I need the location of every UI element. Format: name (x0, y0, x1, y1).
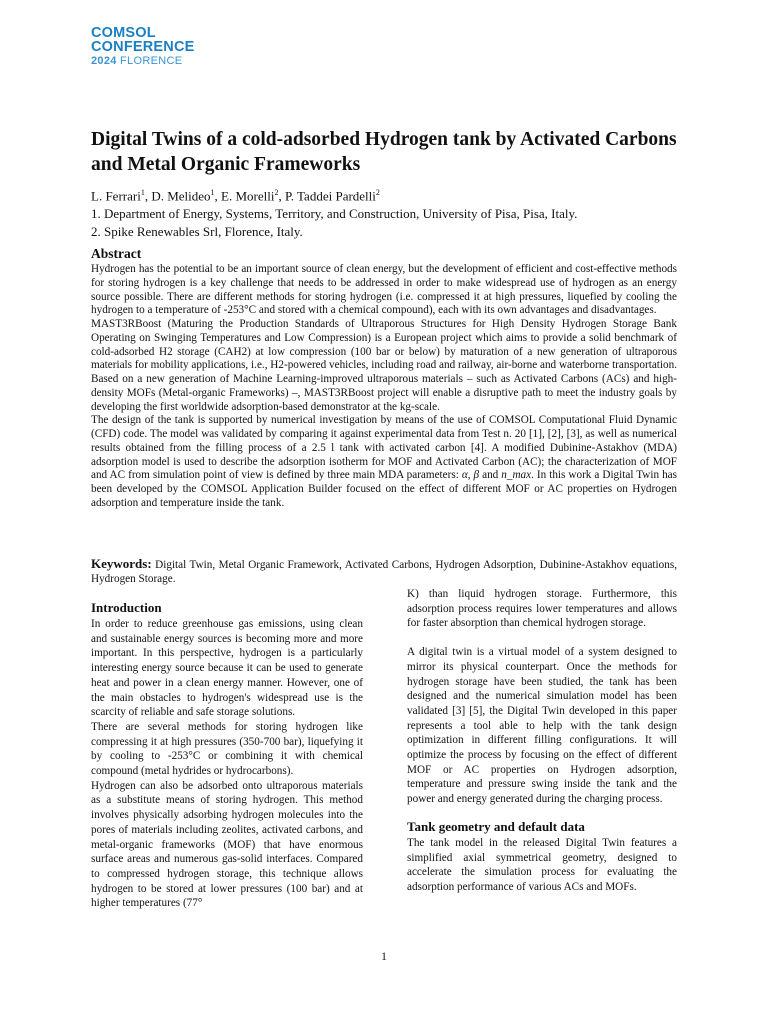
abstract-p3-and: and (479, 469, 502, 482)
introduction-heading: Introduction (91, 600, 162, 615)
author-4: , P. Taddei Pardelli (278, 188, 376, 204)
abstract-p3-text: The design of the tank is supported by numerical investigation by means of the use of COMSOL Computational Fluid Dynamic (CFD) code. The model was validated by comparing it against experimental data from Test n. 20 [1], [2], [3], as well as numerical results obtained from the filling process of a 2.5 l tank with activated carbon [4]. A modified Dubinine-Astakhov (MDA) adsorption model is used to describe the adsorption isotherm for MOF and Activated Carbon (AC); the characterization of MOF and AC from simulation point of view is defined by three main MDA parameters: (91, 414, 677, 482)
logo-year: 2024 (91, 55, 117, 67)
tank-geometry-heading: Tank geometry and default data (407, 818, 585, 834)
author-list (91, 184, 577, 205)
left-column (91, 600, 363, 911)
logo-line-comsol: COMSOL (91, 25, 156, 41)
author-2-affil: 1 (210, 188, 215, 197)
abstract-paragraph-2: MAST3RBoost (Maturing the Production Standards of Ultraporous Structures for High Density Hydrogen Storage Bank Operating on Swinging Temperatures and Low Compression) is a European project which aims to provide a solid benchmark of cold-adsorbed H2 storage (CAH2) at low compression (100 bar or below) by maturation of a new generation of ultraporous materials for mobility applications, i.e., H2-powered vehicles, including road and railway, air-borne and waterborne transportation. Based on a new generation of Machine Learning-improved ultraporous materials – such as Activated Carbons (ACs) and high-density MOFs (Metal-organic Frameworks) –, MAST3RBoost project will enable a disruptive path to meet the industry goals by developing the first worldwide adsorption-based demonstrator at the kg-scale. (91, 318, 677, 413)
right-column (407, 587, 677, 895)
abstract-paragraph-3 (91, 414, 677, 510)
abstract-p3-comma: , (467, 469, 474, 482)
keywords-label: Keywords: (91, 556, 152, 571)
abstract-paragraph-1: Hydrogen has the potential to be an important source of clean energy, but the development of efficient and cost-effective methods for storing hydrogen is a key challenge that needs to be addressed in order to make widespread use of hydrogen as an energy source possible. There are different methods for storing hydrogen (i.e. compressed it at high pressures, liquefied by cooling the hydrogen to a temperature of -253°C and stored with a chemical compound), each with its own advantages and disadvantages. (91, 263, 677, 317)
conference-logo (91, 26, 195, 68)
author-3: , E. Morelli (214, 188, 275, 204)
affiliation-2: 2. Spike Renewables Srl, Florence, Italy. (91, 224, 303, 240)
section-gap (407, 807, 677, 819)
nmax-symbol: n_max (501, 469, 532, 482)
intro-paragraph-1: In order to reduce greenhouse gas emissions, using clean and sustainable energy sources is becoming more and more important. In this perspective, hydrogen is a particularly interesting energy source because it can be used to generate heat and power in a clean energy manner. However, one of the main obstacles to hydrogen's widespread use is the scarcity of reliable and safe storage solutions. (91, 618, 363, 719)
author-4-affil: 2 (375, 188, 380, 197)
intro-paragraph-4: A digital twin is a virtual model of a system designed to mirror its physical counterpart. Once the methods for hydrogen storage have been studied, the tank has been designed and the numerical simulation model has been validated [3] [5], the Digital Twin developed in this paper represents a tool able to help with the tank design optimization in different filling configurations. It will optimize the process by focusing on the effect of different MOF or AC properties on Hydrogen adsorption, temperature and pressure swing inside the tank and the power and energy generated during the charging process. (407, 646, 677, 806)
logo-line-year-city (91, 54, 195, 68)
abstract-body (91, 263, 677, 511)
authors-block (91, 184, 577, 241)
beta-symbol: β (473, 469, 480, 482)
author-2: , D. Melideo (144, 188, 211, 204)
intro-paragraph-3: Hydrogen can also be adsorbed onto ultraporous materials as a substitute means of storing hydrogen. This method involves physically adsorbing hydrogen molecules into the pores of materials including zeolites, activated carbons, and metal-organic frameworks (MOF) that have enormous surface areas and numerous gas-solid interfaces. Compared to compressed hydrogen storage, this technique allows hydrogen to be stored at lower pressures (100 bar) and at higher temperatures (77° (91, 779, 363, 910)
affiliation-1: 1. Department of Energy, Systems, Territory, and Construction, University of Pisa, Pisa, Italy. (91, 206, 578, 222)
author-1-affil: 1 (140, 188, 145, 197)
author-3-affil: 2 (274, 188, 279, 197)
paper-title: Digital Twins of a cold-adsorbed Hydrogen tank by Activated Carbons and Metal Organic Frameworks (91, 129, 677, 175)
logo-city: FLORENCE (120, 55, 183, 67)
tank-paragraph-1: The tank model in the released Digital Twin features a simplified axial symmetrical geometry, designed to accelerate the simulation process for evaluating the adsorption performance of various ACs and MOFs. (407, 836, 677, 893)
author-1: L. Ferrari (91, 188, 141, 204)
keywords-line (91, 557, 677, 586)
intro-paragraph-2: There are several methods for storing hydrogen like compressing it at high pressures (350-700 bar), liquefying it by cooling to -253°C or combining it with chemical compound (metal hydrides or hydrocarbons). (91, 720, 363, 778)
abstract-heading: Abstract (91, 246, 142, 261)
paragraph-gap (407, 631, 677, 645)
abstract-p3-text-end: . In this work a Digital Twin has been developed by the COMSOL Application Builder focused on the effect of different MOF or AC properties on Hydrogen adsorption and temperature inside the tank. (91, 469, 678, 509)
keywords-text: Digital Twin, Metal Organic Framework, Activated Carbons, Hydrogen Adsorption, Dubinine-Astakhov equations, Hydrogen Storage. (91, 559, 677, 585)
intro-paragraph-3-continued: K) than liquid hydrogen storage. Furthermore, this adsorption process requires lower temperatures and allows for faster absorption than chemical hydrogen storage. (407, 588, 677, 630)
alpha-symbol: α (461, 469, 468, 482)
logo-line-conference: CONFERENCE (91, 39, 195, 55)
page-number: 1 (381, 951, 387, 963)
